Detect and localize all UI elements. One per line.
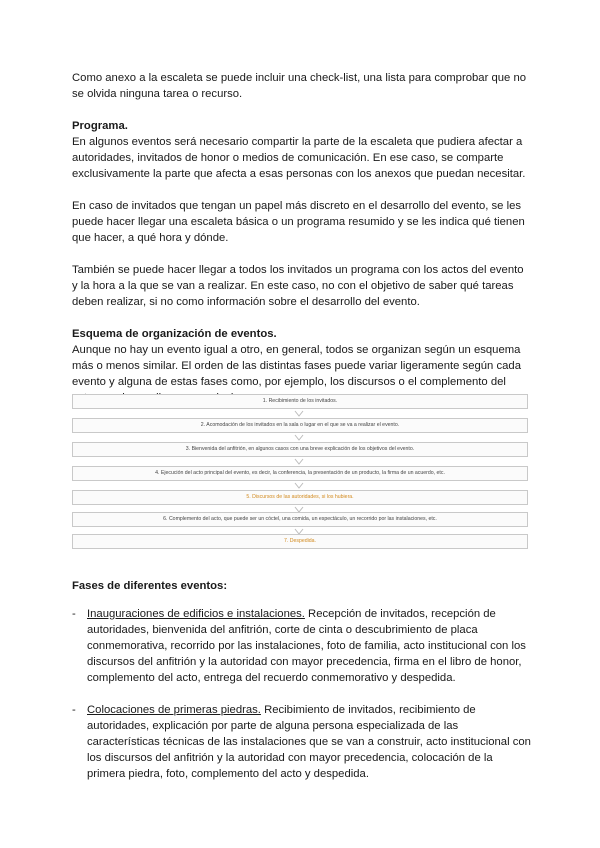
flow-step-4: 4. Ejecución del acto principal del evento, es decir, la conferencia, la presentación de un producto, la firma de un acuerdo, etc. bbox=[72, 466, 528, 481]
fase-text: Recepción de invitados, recepción de autoridades, bienvenida del anfitrión, corte de cinta o descubrimiento de placa conmemorativa, recorrido por las instalaciones, foto de familia, acto institucional con los discursos del anfitrión y la autoridad con mayor precedencia, firma en el libro de honor, complemento del acto, entrega del recuerdo conmemorativo y despedida. bbox=[87, 607, 526, 684]
intro-paragraph: Como anexo a la escaleta se puede incluir una check-list, una lista para comprobar que no se olvida ninguna tarea o recurso. bbox=[72, 72, 527, 100]
fase-label: Inauguraciones de edificios e instalaciones. bbox=[87, 607, 305, 620]
flow-step-7: 7. Despedida. bbox=[72, 534, 528, 549]
flow-step-5: 5. Discursos de las autoridades, si los hubiera. bbox=[72, 490, 528, 505]
fase-item-inauguraciones bbox=[72, 606, 532, 686]
event-organization-diagram bbox=[72, 394, 528, 550]
programa-paragraph-1: En algunos eventos será necesario compartir la parte de la escaleta que pudiera afectar a autoridades, invitados de honor o medios de comunicación. En ese caso, se comparte exclusivamente la parte que afecta a esas personas con los anexos que puedan necesitar. bbox=[72, 136, 526, 180]
esquema-heading: Esquema de organización de eventos. bbox=[72, 328, 277, 340]
fase-label: Colocaciones de primeras piedras. bbox=[87, 703, 261, 716]
list-dash: - bbox=[72, 607, 76, 620]
fase-text: Recibimiento de invitados, recibimiento de autoridades, explicación por parte de alguna persona especializada de las características técnicas de las instalaciones que se van a construir, acto institucional con los discursos del anfitrión y la autoridad con mayor precedencia, colocación de la primera piedra, foto, complemento del acto y despedida. bbox=[87, 703, 531, 780]
fase-item-primeras-piedras bbox=[72, 702, 532, 782]
esquema-paragraph: Aunque no hay un evento igual a otro, en general, todos se organizan según un esquema más o menos similar. El orden de las distintas fases puede variar ligeramente según cada evento y alguna de estas fases como, por ejemplo, los discursos o el complemento del bbox=[72, 344, 521, 388]
flow-step-1: 1. Recibimiento de los invitados. bbox=[72, 394, 528, 409]
document-body bbox=[72, 70, 532, 406]
flow-step-3: 3. Bienvenida del anfitrión, en algunos casos con una breve explicación de los objetivos del evento. bbox=[72, 442, 528, 457]
flow-step-2: 2. Acomodación de los invitados en la sala o lugar en el que se va a realizar el evento. bbox=[72, 418, 528, 433]
fases-section bbox=[72, 567, 532, 782]
list-dash: - bbox=[72, 703, 76, 716]
programa-paragraph-3: También se puede hacer llegar a todos los invitados un programa con los actos del evento y la hora a la que se van a realizar. En este caso, no con el objetivo de saber qué tareas deben realizar, si no como información sobre el desarrollo del evento. bbox=[72, 264, 524, 308]
fases-heading: Fases de diferentes eventos: bbox=[72, 580, 228, 593]
programa-paragraph-2: En caso de invitados que tengan un papel más discreto en el desarrollo del evento, se les puede hacer llegar una escaleta básica o un programa resumido y se les indica qué tienen que hacer, a qué hora y dónde. bbox=[72, 200, 525, 244]
programa-heading: Programa. bbox=[72, 120, 128, 132]
flow-step-6: 6. Complemento del acto, que puede ser un cóctel, una comida, un espectáculo, un recorrido por las instalaciones, etc. bbox=[72, 512, 528, 527]
